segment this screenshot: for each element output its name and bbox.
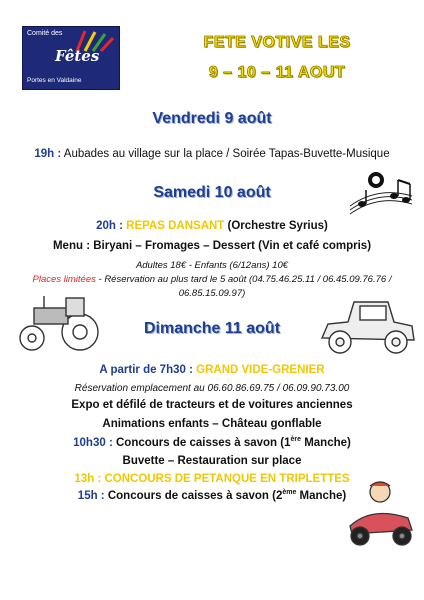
sunday-heading: Dimanche 11 août	[143, 320, 281, 337]
soapbox2-time: 15h :	[77, 489, 105, 502]
soapbox1-text: Concours de caisses à savon (1	[115, 436, 291, 449]
friday-program	[0, 148, 424, 160]
logo-line2: Fêtes	[55, 47, 100, 65]
soapbox1-sup: ère	[290, 436, 301, 443]
friday-heading: Vendredi 9 août	[152, 110, 272, 127]
friday-time: 19h :	[34, 148, 62, 160]
sunday-fair	[0, 364, 424, 376]
soapbox-race-1	[0, 436, 424, 449]
soapbox2-sup: ème	[282, 489, 297, 496]
logo-line1: Comité des	[27, 30, 63, 37]
saturday-heading: Samedi 10 août	[153, 184, 271, 201]
saturday-menu: Menu : Biryani – Fromages – Dessert (Vin et café compris)	[52, 240, 372, 252]
dinner-title: REPAS DANSANT	[126, 220, 225, 232]
fair-time: A partir de 7h30 :	[99, 364, 193, 376]
dinner-time: 20h :	[96, 220, 123, 232]
committee-logo	[22, 26, 120, 90]
sunday-kids: Animations enfants – Château gonflable	[102, 418, 322, 430]
poster-title-line2: 9 – 10 – 11 AOUT	[208, 64, 346, 81]
reservation-line2: 06.85.15.09.97)	[178, 288, 246, 299]
friday-text: Aubades au village sur la place / Soirée Tapas-Buvette-Musique	[63, 148, 390, 160]
logo-line3: Portes en Valdaine	[27, 77, 82, 84]
soapbox2-text: Concours de caisses à savon (2	[107, 489, 283, 502]
saturday-reservation	[0, 274, 424, 285]
fair-reservation: Réservation emplacement au 06.60.86.69.75 / 06.09.90.73.00	[74, 383, 350, 394]
saturday-prices: Adultes 18€ - Enfants (6/12ans) 10€	[135, 260, 289, 271]
dinner-orchestra: (Orchestre Syrius)	[227, 220, 328, 232]
sunday-expo: Expo et défilé de tracteurs et de voitures anciennes	[71, 399, 353, 411]
petanque-title: CONCOURS DE PETANQUE EN TRIPLETTES	[104, 473, 350, 485]
soapbox2-end: Manche)	[296, 489, 347, 502]
saturday-dinner	[0, 220, 424, 232]
petanque-time: 13h :	[74, 473, 102, 485]
soapbox1-end: Manche)	[301, 436, 351, 449]
soapbox-racer-icon	[342, 478, 418, 548]
soapbox1-time: 10h30 :	[73, 436, 113, 449]
reservation-line1: - Réservation au plus tard le 5 août (04.75.46.25.11 / 06.45.09.76.76 /	[95, 274, 392, 285]
sunday-buvette: Buvette – Restauration sur place	[122, 455, 302, 467]
limited-seats: Places limitées	[32, 274, 96, 285]
fair-title: GRAND VIDE-GRENIER	[196, 364, 325, 376]
poster-title-line1: FETE VOTIVE LES	[203, 34, 351, 51]
